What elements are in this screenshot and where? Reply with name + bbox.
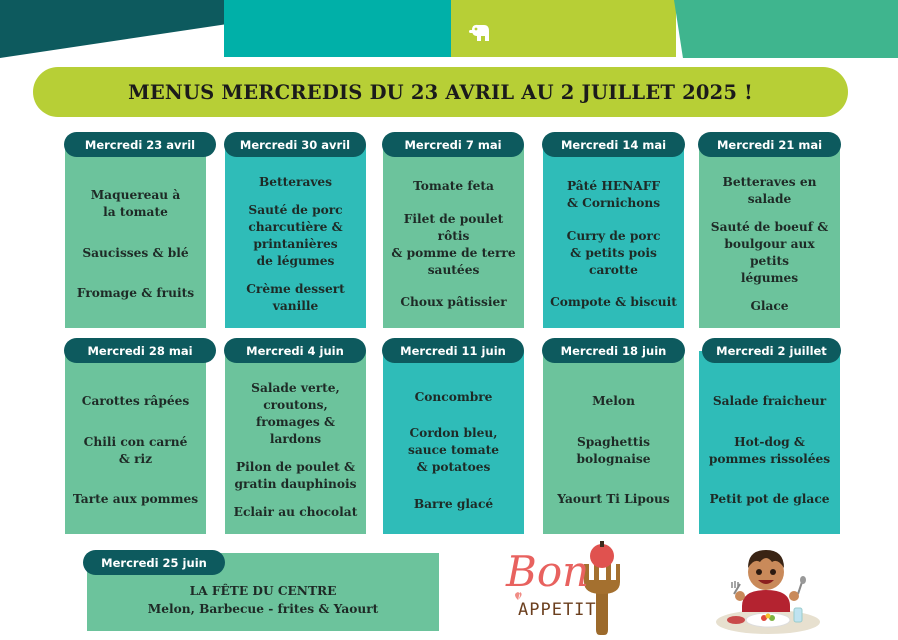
menu-item: Cordon bleu, sauce tomate & potatoes [408,426,499,474]
menu-item: Sauté de boeuf & boulgour aux petits légumes [710,220,829,285]
appetit-text: APPETIT [518,600,597,620]
day-label: Mercredi 30 avril [224,132,366,157]
menu-item: Hot-dog & pommes rissolées [708,434,831,466]
menu-item: Fromage & fruits [76,286,195,301]
menu-card [699,351,840,534]
menu-card [65,351,206,534]
day-label: Mercredi 28 mai [64,338,216,363]
menu-card [225,145,366,328]
special-menu-title: LA FÊTE DU CENTRE [189,584,337,598]
title-banner [33,67,848,117]
top-band-mint [674,0,898,58]
menu-card [543,351,684,534]
top-band-lime [451,0,676,57]
child-eating-illustration [706,538,828,636]
menu-item: Barre glacé [413,496,494,511]
menu-item: Sauté de porc charcutière & printanières de légumes [248,203,343,268]
menu-item: Carottes râpées [81,393,190,408]
menu-item: Tomate feta [413,179,494,194]
menu-card [383,351,524,534]
menu-card [225,351,366,534]
menu-item: Choux pâtissier [400,294,507,309]
menu-item: Chili con carné & riz [83,434,188,466]
menu-item: Pilon de poulet & gratin dauphinois [234,460,357,491]
menu-item: Melon [592,393,635,408]
menu-card [383,145,524,328]
menu-item: Glace [750,299,789,313]
bon-text: Bon [506,547,590,596]
menu-item: Saucisses & blé [82,245,189,260]
menu-item: Eclair au chocolat [233,505,358,519]
menu-item: Betteraves [258,175,333,189]
menu-item: Concombre [414,389,493,404]
menu-card [699,145,840,328]
menu-card [65,145,206,328]
hippo-logo-icon [468,22,492,44]
day-label: Mercredi 18 juin [542,338,685,363]
bon-appetit-logo [500,538,640,636]
day-label: Mercredi 25 juin [83,550,225,575]
day-label: Mercredi 4 juin [224,338,366,363]
menu-item: Compote & biscuit [550,294,677,309]
menu-item: Maquereau à la tomate [90,187,181,219]
menu-item: Curry de porc & petits pois carotte [566,228,661,277]
special-menu-item: Melon, Barbecue - frites & Yaourt [147,602,379,616]
day-label: Mercredi 7 mai [382,132,524,157]
menu-item: Betteraves en salade [722,175,817,206]
menu-item: Salade verte, croutons, fromages & lardons [251,381,340,446]
menu-item: Filet de poulet rôtis & pomme de terre sautées [391,211,516,277]
day-label: Mercredi 21 mai [698,132,841,157]
top-band-teal [224,0,454,57]
page-title: MENUS MERCREDIS DU 23 AVRIL AU 2 JUILLET 2025 ! [128,80,753,104]
menu-item: Pâté HENAFF & Cornichons [566,179,661,211]
day-label: Mercredi 2 juillet [702,338,841,363]
day-label: Mercredi 23 avril [64,132,216,157]
menu-item: Spaghettis bolognaise [576,434,651,466]
menu-item: Tarte aux pommes [72,492,199,507]
menu-item: Petit pot de glace [709,492,830,507]
menu-item: Salade fraicheur [712,393,827,408]
day-label: Mercredi 11 juin [382,338,524,363]
menu-item: Crème dessert vanille [246,282,345,313]
menu-item: Yaourt Ti Lipous [557,492,670,507]
top-band-dark [0,0,225,58]
day-label: Mercredi 14 mai [542,132,685,157]
menu-card [543,145,684,328]
